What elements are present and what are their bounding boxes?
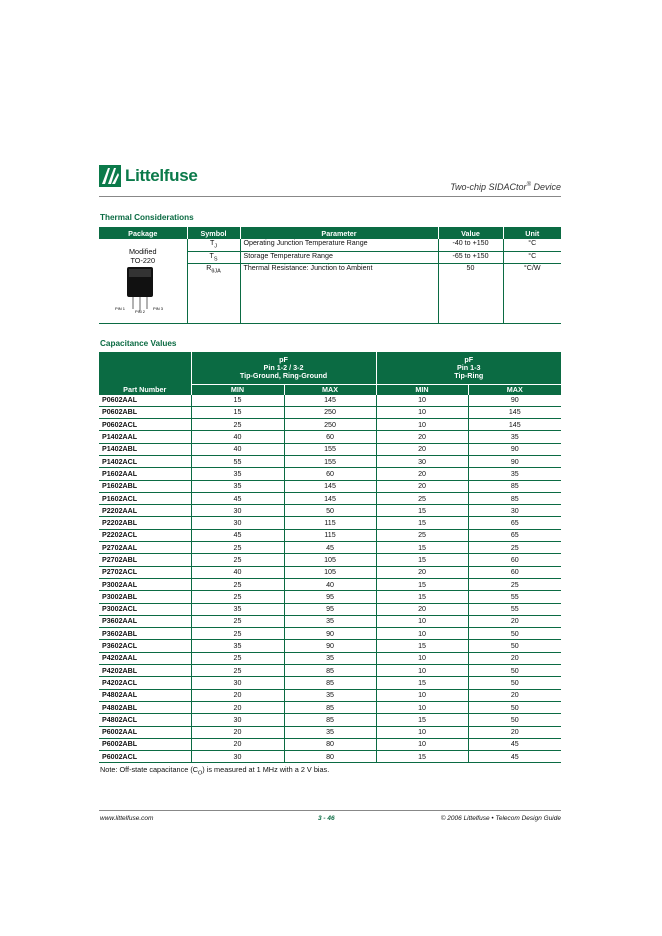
max-1-2-cell: 50 bbox=[284, 505, 376, 517]
min-1-3-cell: 20 bbox=[376, 603, 468, 615]
capacitance-row bbox=[99, 419, 561, 431]
min-1-3-cell: 25 bbox=[376, 529, 468, 541]
capacitance-row bbox=[99, 492, 561, 504]
max-1-3-cell: 145 bbox=[468, 406, 561, 418]
min-1-3-cell: 10 bbox=[376, 689, 468, 701]
max-1-3-cell: 50 bbox=[468, 640, 561, 652]
capacitance-row bbox=[99, 517, 561, 529]
part-number-cell: P3602ACL bbox=[99, 640, 191, 652]
max-1-2-cell: 80 bbox=[284, 751, 376, 763]
min-1-2-cell: 40 bbox=[191, 443, 284, 455]
part-number-cell: P1602AAL bbox=[99, 468, 191, 480]
max-1-2-cell: 45 bbox=[284, 542, 376, 554]
part-number-cell: P2702ACL bbox=[99, 566, 191, 578]
pin-1-label: PIN 1 bbox=[114, 306, 125, 311]
min-1-2-cell: 35 bbox=[191, 480, 284, 492]
max-1-3-cell: 35 bbox=[468, 431, 561, 443]
to220-package-icon bbox=[113, 265, 173, 313]
max-1-2-cell: 85 bbox=[284, 701, 376, 713]
capacitance-note: Note: Off-state capacitance $(C_O)$ is measured at 1 MHz with a 2 V bias. bbox=[100, 765, 330, 777]
max-1-2-cell: 90 bbox=[284, 640, 376, 652]
max-1-3-cell: 45 bbox=[468, 751, 561, 763]
capacitance-section-title: Capacitance Values bbox=[100, 339, 177, 348]
min-1-2-cell: 25 bbox=[191, 591, 284, 603]
max-1-3-cell: 20 bbox=[468, 652, 561, 664]
max-1-3-cell: 85 bbox=[468, 492, 561, 504]
max-1-3-cell: 25 bbox=[468, 578, 561, 590]
thermal-section-title: Thermal Considerations bbox=[100, 213, 194, 222]
min-1-3-cell: 10 bbox=[376, 615, 468, 627]
capacitance-row bbox=[99, 542, 561, 554]
part-number-cell: P1402ACL bbox=[99, 455, 191, 467]
max-1-2-cell: 115 bbox=[284, 529, 376, 541]
max-1-2-cell: 85 bbox=[284, 665, 376, 677]
capacitance-row bbox=[99, 701, 561, 713]
max-1-2-cell: 95 bbox=[284, 603, 376, 615]
min-1-3-cell: 15 bbox=[376, 542, 468, 554]
part-number-cell: P4202AAL bbox=[99, 652, 191, 664]
capacitance-row bbox=[99, 455, 561, 467]
thermal-header: Unit bbox=[503, 227, 561, 239]
thermal-header: Parameter bbox=[240, 227, 438, 239]
min-1-3-cell: 10 bbox=[376, 419, 468, 431]
max-1-2-cell: 35 bbox=[284, 689, 376, 701]
max-1-3-cell: 25 bbox=[468, 542, 561, 554]
package-cell bbox=[99, 239, 187, 324]
max-1-2-cell: 105 bbox=[284, 566, 376, 578]
min-1-3-cell: 15 bbox=[376, 751, 468, 763]
capacitance-row bbox=[99, 714, 561, 726]
pin-1-2-header: pF Pin 1-2 / 3-2 Tip-Ground, Ring-Ground bbox=[191, 352, 376, 384]
max-1-3-cell: 45 bbox=[468, 738, 561, 750]
footer-rule bbox=[99, 810, 561, 811]
min-1-2-cell: 35 bbox=[191, 468, 284, 480]
max-1-2-cell: 60 bbox=[284, 468, 376, 480]
min-1-2-cell: 25 bbox=[191, 615, 284, 627]
max-1-3-cell: 50 bbox=[468, 714, 561, 726]
thermal-row bbox=[99, 239, 561, 251]
thermal-header: Package bbox=[99, 227, 187, 239]
max-1-3-cell: 60 bbox=[468, 566, 561, 578]
min-header: MIN bbox=[191, 384, 284, 395]
part-number-cell: P2202ACL bbox=[99, 529, 191, 541]
max-1-3-cell: 35 bbox=[468, 468, 561, 480]
capacitance-row bbox=[99, 431, 561, 443]
max-1-2-cell: 250 bbox=[284, 406, 376, 418]
unit-cell: °C bbox=[503, 251, 561, 263]
capacitance-row bbox=[99, 640, 561, 652]
min-1-2-cell: 30 bbox=[191, 505, 284, 517]
max-1-2-cell: 250 bbox=[284, 419, 376, 431]
pin-2-label: PIN 2 bbox=[134, 309, 145, 313]
min-1-3-cell: 10 bbox=[376, 652, 468, 664]
min-1-3-cell: 10 bbox=[376, 395, 468, 407]
min-1-2-cell: 15 bbox=[191, 406, 284, 418]
capacitance-row bbox=[99, 591, 561, 603]
min-1-3-cell: 10 bbox=[376, 665, 468, 677]
min-1-3-cell: 20 bbox=[376, 443, 468, 455]
max-1-3-cell: 90 bbox=[468, 395, 561, 407]
part-number-cell: P1402ABL bbox=[99, 443, 191, 455]
min-1-2-cell: 30 bbox=[191, 517, 284, 529]
value-cell: -40 to +150 bbox=[438, 239, 503, 251]
min-1-2-cell: 25 bbox=[191, 542, 284, 554]
thermal-header-row bbox=[99, 227, 561, 239]
part-number-cell: P2202AAL bbox=[99, 505, 191, 517]
max-1-2-cell: 155 bbox=[284, 443, 376, 455]
part-number-cell: P3002ABL bbox=[99, 591, 191, 603]
pin-3-label: PIN 3 bbox=[152, 306, 163, 311]
part-number-cell: P6002AAL bbox=[99, 726, 191, 738]
max-1-2-cell: 35 bbox=[284, 652, 376, 664]
unit-cell: °C/W bbox=[503, 264, 561, 324]
max-1-2-cell: 85 bbox=[284, 677, 376, 689]
max-header: MAX bbox=[468, 384, 561, 395]
max-1-2-cell: 35 bbox=[284, 615, 376, 627]
littelfuse-logo-icon bbox=[99, 165, 121, 187]
min-1-3-cell: 15 bbox=[376, 591, 468, 603]
thermal-header: Value bbox=[438, 227, 503, 239]
max-1-3-cell: 90 bbox=[468, 455, 561, 467]
part-number-header: Part Number bbox=[99, 352, 191, 395]
max-1-3-cell: 145 bbox=[468, 419, 561, 431]
max-1-2-cell: 115 bbox=[284, 517, 376, 529]
part-number-cell: P3602ABL bbox=[99, 628, 191, 640]
min-1-3-cell: 15 bbox=[376, 714, 468, 726]
capacitance-row bbox=[99, 726, 561, 738]
part-number-cell: P4802AAL bbox=[99, 689, 191, 701]
min-1-3-cell: 10 bbox=[376, 701, 468, 713]
min-1-2-cell: 30 bbox=[191, 714, 284, 726]
min-header: MIN bbox=[376, 384, 468, 395]
min-1-3-cell: 10 bbox=[376, 406, 468, 418]
capacitance-row bbox=[99, 529, 561, 541]
part-number-cell: P1402AAL bbox=[99, 431, 191, 443]
capacitance-row bbox=[99, 677, 561, 689]
min-1-3-cell: 30 bbox=[376, 455, 468, 467]
part-number-cell: P0602AAL bbox=[99, 395, 191, 407]
max-1-3-cell: 20 bbox=[468, 615, 561, 627]
capacitance-row bbox=[99, 689, 561, 701]
min-1-2-cell: 30 bbox=[191, 677, 284, 689]
min-1-3-cell: 20 bbox=[376, 431, 468, 443]
capacitance-row bbox=[99, 615, 561, 627]
min-1-2-cell: 25 bbox=[191, 652, 284, 664]
capacitance-row bbox=[99, 443, 561, 455]
part-number-cell: P3002AAL bbox=[99, 578, 191, 590]
min-1-3-cell: 15 bbox=[376, 517, 468, 529]
capacitance-row bbox=[99, 751, 561, 763]
capacitance-row bbox=[99, 665, 561, 677]
min-1-3-cell: 15 bbox=[376, 640, 468, 652]
min-1-3-cell: 20 bbox=[376, 480, 468, 492]
parameter-cell: Thermal Resistance: Junction to Ambient bbox=[240, 264, 438, 324]
max-1-2-cell: 145 bbox=[284, 395, 376, 407]
min-1-3-cell: 15 bbox=[376, 677, 468, 689]
min-1-2-cell: 15 bbox=[191, 395, 284, 407]
min-1-3-cell: 20 bbox=[376, 468, 468, 480]
part-number-cell: P4202ACL bbox=[99, 677, 191, 689]
max-1-2-cell: 145 bbox=[284, 480, 376, 492]
max-1-2-cell: 155 bbox=[284, 455, 376, 467]
max-header: MAX bbox=[284, 384, 376, 395]
package-label: Modified TO-220 bbox=[128, 247, 157, 265]
value-cell: 50 bbox=[438, 264, 503, 324]
min-1-2-cell: 20 bbox=[191, 701, 284, 713]
capacitance-row bbox=[99, 395, 561, 407]
max-1-2-cell: 60 bbox=[284, 431, 376, 443]
part-number-cell: P1602ACL bbox=[99, 492, 191, 504]
symbol-cell: $T_J$ bbox=[187, 239, 240, 251]
footer-page-number: 3 - 46 bbox=[318, 815, 335, 822]
unit-cell: °C bbox=[503, 239, 561, 251]
min-1-2-cell: 25 bbox=[191, 554, 284, 566]
min-1-2-cell: 45 bbox=[191, 492, 284, 504]
capacitance-row bbox=[99, 628, 561, 640]
max-1-3-cell: 55 bbox=[468, 603, 561, 615]
brand-name: Littelfuse bbox=[125, 166, 198, 185]
max-1-3-cell: 30 bbox=[468, 505, 561, 517]
min-1-3-cell: 15 bbox=[376, 578, 468, 590]
capacitance-table bbox=[99, 352, 561, 763]
parameter-cell: Operating Junction Temperature Range bbox=[240, 239, 438, 251]
max-1-2-cell: 95 bbox=[284, 591, 376, 603]
min-1-2-cell: 25 bbox=[191, 578, 284, 590]
littelfuse-logo bbox=[99, 165, 198, 187]
min-1-2-cell: 20 bbox=[191, 738, 284, 750]
max-1-3-cell: 65 bbox=[468, 529, 561, 541]
min-1-2-cell: 20 bbox=[191, 689, 284, 701]
max-1-3-cell: 50 bbox=[468, 677, 561, 689]
min-1-2-cell: 35 bbox=[191, 640, 284, 652]
max-1-2-cell: 85 bbox=[284, 714, 376, 726]
part-number-cell: P0602ABL bbox=[99, 406, 191, 418]
capacitance-row bbox=[99, 566, 561, 578]
thermal-header: Symbol bbox=[187, 227, 240, 239]
min-1-3-cell: 15 bbox=[376, 505, 468, 517]
min-1-3-cell: 10 bbox=[376, 628, 468, 640]
part-number-cell: P6002ABL bbox=[99, 738, 191, 750]
part-number-cell: P1602ABL bbox=[99, 480, 191, 492]
capacitance-row bbox=[99, 603, 561, 615]
part-number-cell: P0602ACL bbox=[99, 419, 191, 431]
capacitance-row bbox=[99, 505, 561, 517]
min-1-3-cell: 10 bbox=[376, 738, 468, 750]
max-1-2-cell: 90 bbox=[284, 628, 376, 640]
max-1-3-cell: 50 bbox=[468, 628, 561, 640]
part-number-cell: P3002ACL bbox=[99, 603, 191, 615]
max-1-2-cell: 40 bbox=[284, 578, 376, 590]
symbol-cell: $R_{\theta JA}$ bbox=[187, 264, 240, 324]
document-title: Two-chip SIDACtor® Device bbox=[450, 182, 561, 192]
footer-copyright: © 2006 Littelfuse • Telecom Design Guide bbox=[440, 815, 561, 822]
part-number-cell: P6002ACL bbox=[99, 751, 191, 763]
max-1-3-cell: 55 bbox=[468, 591, 561, 603]
min-1-3-cell: 20 bbox=[376, 566, 468, 578]
value-cell: -65 to +150 bbox=[438, 251, 503, 263]
parameter-cell: Storage Temperature Range bbox=[240, 251, 438, 263]
capacitance-row bbox=[99, 406, 561, 418]
max-1-3-cell: 50 bbox=[468, 701, 561, 713]
min-1-2-cell: 40 bbox=[191, 566, 284, 578]
footer-website: www.littelfuse.com bbox=[100, 815, 154, 822]
max-1-3-cell: 60 bbox=[468, 554, 561, 566]
capacitance-row bbox=[99, 578, 561, 590]
max-1-2-cell: 35 bbox=[284, 726, 376, 738]
part-number-cell: P2702ABL bbox=[99, 554, 191, 566]
min-1-2-cell: 20 bbox=[191, 726, 284, 738]
capacitance-row bbox=[99, 554, 561, 566]
max-1-3-cell: 90 bbox=[468, 443, 561, 455]
min-1-3-cell: 10 bbox=[376, 726, 468, 738]
min-1-2-cell: 35 bbox=[191, 603, 284, 615]
max-1-3-cell: 85 bbox=[468, 480, 561, 492]
capacitance-row bbox=[99, 480, 561, 492]
min-1-3-cell: 15 bbox=[376, 554, 468, 566]
symbol-cell: $T_S$ bbox=[187, 251, 240, 263]
min-1-2-cell: 45 bbox=[191, 529, 284, 541]
max-1-3-cell: 20 bbox=[468, 689, 561, 701]
min-1-2-cell: 25 bbox=[191, 665, 284, 677]
part-number-cell: P2202ABL bbox=[99, 517, 191, 529]
min-1-2-cell: 25 bbox=[191, 628, 284, 640]
header-rule bbox=[99, 196, 561, 197]
max-1-3-cell: 20 bbox=[468, 726, 561, 738]
pin-1-3-header: pF Pin 1-3 Tip-Ring bbox=[376, 352, 561, 384]
capacitance-group-header-row bbox=[99, 352, 561, 384]
part-number-cell: P4202ABL bbox=[99, 665, 191, 677]
max-1-3-cell: 65 bbox=[468, 517, 561, 529]
min-1-2-cell: 40 bbox=[191, 431, 284, 443]
max-1-2-cell: 145 bbox=[284, 492, 376, 504]
capacitance-table-body bbox=[99, 395, 561, 763]
min-1-3-cell: 25 bbox=[376, 492, 468, 504]
capacitance-row bbox=[99, 468, 561, 480]
capacitance-row bbox=[99, 738, 561, 750]
part-number-cell: P3602AAL bbox=[99, 615, 191, 627]
min-1-2-cell: 55 bbox=[191, 455, 284, 467]
min-1-2-cell: 30 bbox=[191, 751, 284, 763]
capacitance-row bbox=[99, 652, 561, 664]
max-1-3-cell: 50 bbox=[468, 665, 561, 677]
max-1-2-cell: 80 bbox=[284, 738, 376, 750]
max-1-2-cell: 105 bbox=[284, 554, 376, 566]
thermal-table bbox=[99, 227, 561, 324]
min-1-2-cell: 25 bbox=[191, 419, 284, 431]
part-number-cell: P2702AAL bbox=[99, 542, 191, 554]
part-number-cell: P4802ABL bbox=[99, 701, 191, 713]
part-number-cell: P4802ACL bbox=[99, 714, 191, 726]
